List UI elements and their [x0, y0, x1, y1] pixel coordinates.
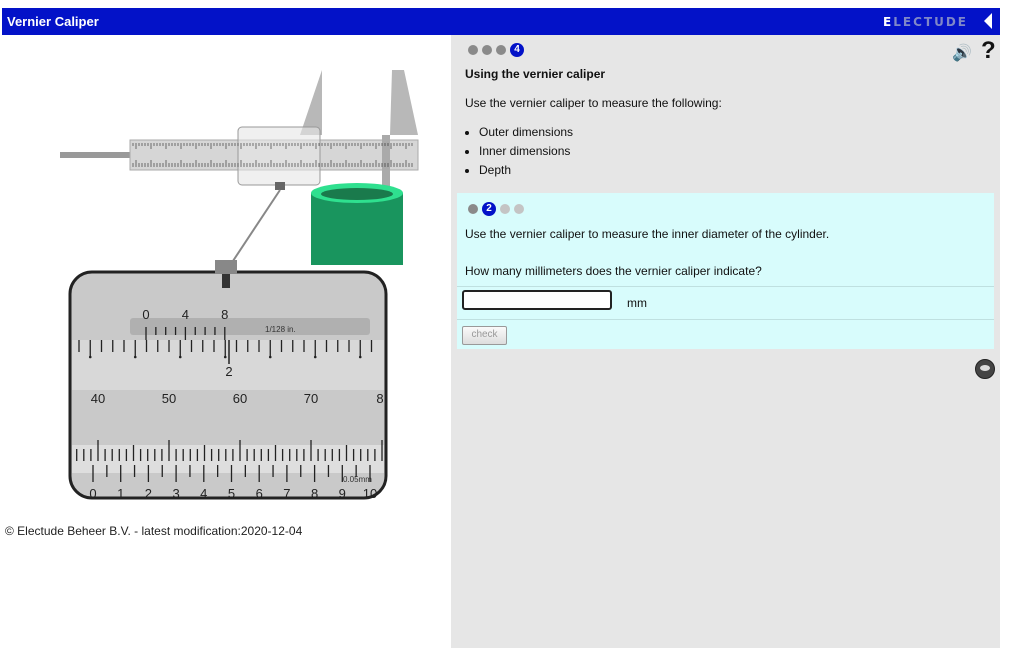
- mm-vernier-label: 4: [200, 486, 208, 501]
- inch-precision-label: 1/128 in.: [265, 325, 296, 334]
- mm-main-label: 50: [161, 391, 177, 406]
- list-item: • Depth: [479, 161, 573, 180]
- mm-vernier-label: 6: [255, 486, 263, 501]
- mm-vernier-label: 3: [172, 486, 180, 501]
- inch-main-label: 2: [225, 364, 233, 379]
- unit-label: mm: [627, 296, 647, 310]
- step-dot-current[interactable]: 2: [482, 202, 496, 216]
- step-dot[interactable]: [468, 45, 478, 55]
- mm-vernier-label: 10: [362, 486, 378, 501]
- cylinder: [311, 183, 403, 265]
- brand-rest: LECTUDE: [893, 15, 968, 29]
- app-title: Vernier Caliper: [7, 14, 99, 29]
- list-item: • Inner dimensions: [479, 142, 573, 161]
- inch-tick-dot: [359, 356, 362, 359]
- question-text: Use the vernier caliper to measure the inner diameter of the cylinder.: [465, 227, 830, 241]
- inch-tick-dot: [134, 356, 137, 359]
- title-bar: [2, 8, 1000, 35]
- mm-vernier-label: 9: [338, 486, 346, 501]
- step-dot[interactable]: [496, 45, 506, 55]
- inch-tick-dot: [314, 356, 317, 359]
- inch-tick-dot: [89, 356, 92, 359]
- divider: [457, 286, 994, 287]
- mm-main-label: 8: [376, 391, 384, 406]
- question-card: [457, 193, 994, 349]
- question-prompt: How many millimeters does the vernier caliper indicate?: [465, 264, 762, 278]
- step-dot-current[interactable]: 4: [510, 43, 524, 57]
- collapse-panel-icon[interactable]: [984, 13, 992, 29]
- inch-tick-dot: [224, 356, 227, 359]
- mm-vernier-label: 7: [283, 486, 291, 501]
- comment-icon[interactable]: [975, 359, 995, 379]
- copyright-footer: © Electude Beheer B.V. - latest modification:2020-12-04: [5, 524, 303, 538]
- inch-tick-dot: [179, 356, 182, 359]
- mm-vernier-label: 0: [89, 486, 97, 501]
- instruction-panel: [451, 35, 1000, 648]
- check-button[interactable]: check: [462, 326, 507, 345]
- electude-logo: [883, 15, 968, 29]
- intro-step-indicator: [468, 43, 524, 57]
- step-dot[interactable]: [468, 204, 478, 214]
- mm-main-label: 70: [303, 391, 319, 406]
- mm-main-label: 60: [232, 391, 248, 406]
- inch-vernier-label: 8: [221, 307, 229, 322]
- answer-input[interactable]: [462, 290, 612, 310]
- help-icon[interactable]: ?: [981, 37, 996, 64]
- inch-vernier-label: 0: [142, 307, 150, 322]
- mm-precision-label: 0.05mm: [343, 475, 372, 484]
- mm-vernier-label: 1: [117, 486, 125, 501]
- measure-list: [465, 123, 573, 180]
- caliper-illustration: [0, 35, 451, 525]
- mm-vernier-label: 8: [310, 486, 319, 501]
- inch-tick-dot: [269, 356, 272, 359]
- question-step-indicator: [468, 202, 524, 216]
- magnifier: [70, 260, 386, 501]
- step-dot[interactable]: [514, 204, 524, 214]
- divider: [457, 319, 994, 320]
- brand-first-letter: E: [883, 15, 894, 29]
- intro-title: Using the vernier caliper: [465, 67, 606, 81]
- mm-vernier-label: 5: [227, 486, 236, 501]
- mm-main-label: 40: [90, 391, 106, 406]
- speaker-icon[interactable]: 🔊: [952, 45, 972, 62]
- mm-vernier-label: 2: [144, 486, 153, 501]
- intro-text: Use the vernier caliper to measure the following:: [465, 96, 722, 110]
- step-dot[interactable]: [500, 204, 510, 214]
- step-dot[interactable]: [482, 45, 492, 55]
- inch-vernier-label: 4: [181, 307, 190, 322]
- list-item: • Outer dimensions: [479, 123, 573, 142]
